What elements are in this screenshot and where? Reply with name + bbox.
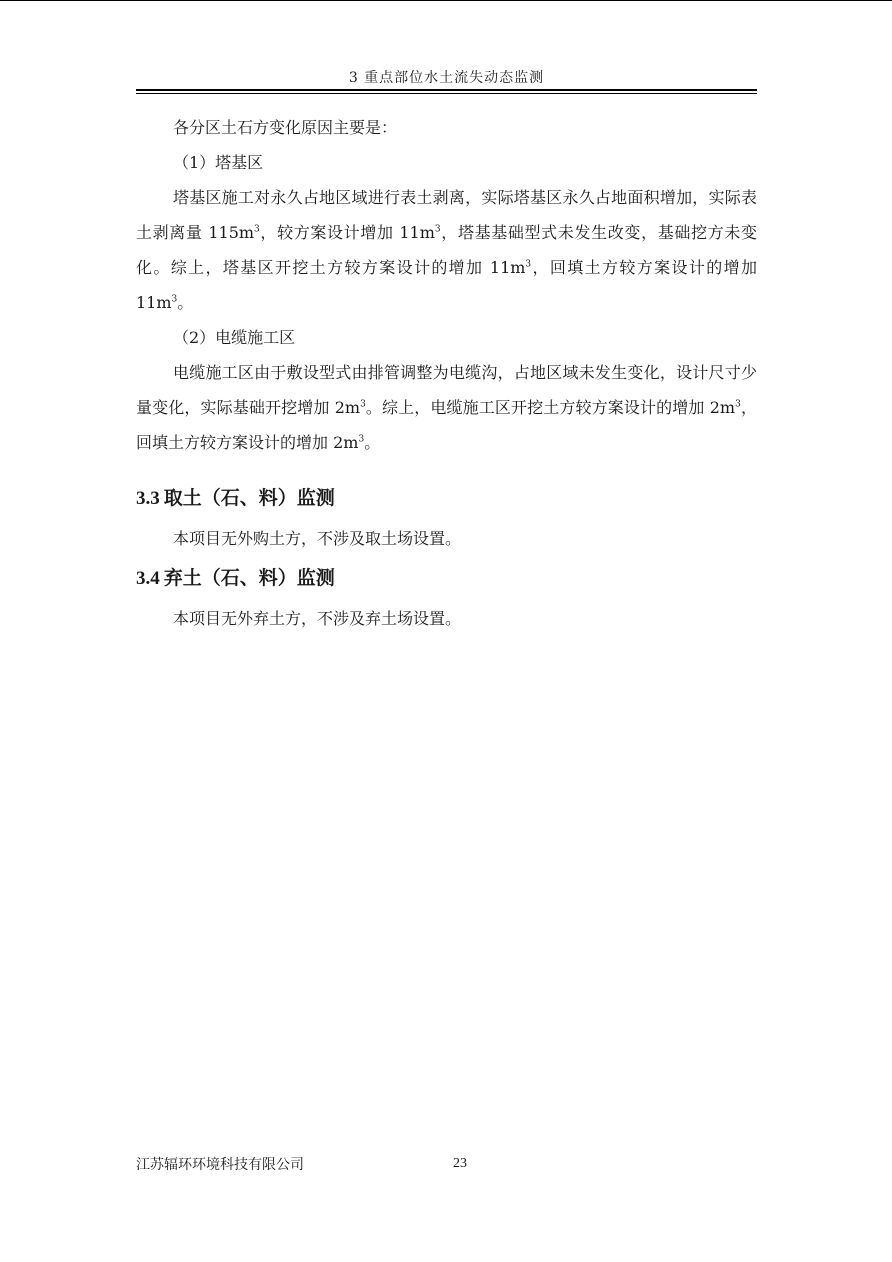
text-segment: 塔基区施工对永久占地区域进行表土剥离，实际塔基区永久占地面积增加，实际表土剥离量 115m [136,188,757,242]
section-number: 3.3 [136,488,160,509]
text-segment: ，较方案设计增加 11m [259,223,435,242]
section-title: 弃土（石、料）监测 [163,567,335,589]
superscript: 3 [360,399,366,410]
superscript: 3 [525,259,532,270]
text-segment: 。 [177,293,194,312]
superscript: 3 [254,224,260,235]
text-segment: 。 [364,433,381,452]
header-rule-thin [136,93,757,94]
superscript: 3 [358,434,365,445]
page-number: 23 [453,1156,467,1171]
superscript: 3 [171,294,178,305]
cable-construction-paragraph [136,355,757,460]
page-top-border [0,0,892,1]
section-3-4-paragraph: 本项目无外弃土方，不涉及弃土场设置。 [173,609,462,628]
section-title: 取土（石、料）监测 [163,487,335,509]
text-segment: ，塔基基础型式未发生改变，基础挖方未变化。综上，塔基区开挖土方较方案设计的增加 11m [136,223,757,277]
section-number: 3.4 [136,568,160,589]
page-content [136,110,757,636]
subsection-title-cable-construction: （2）电缆施工区 [173,328,296,347]
section-heading-3-3 [136,484,757,513]
footer-company-name: 江苏辐环环境科技有限公司 [136,1157,304,1173]
tower-foundation-paragraph [136,180,757,320]
text-segment: ，回填土方较方案设计的增加 2m [136,398,757,452]
section-heading-3-4 [136,564,757,593]
superscript: 3 [434,224,441,235]
text-segment: 。综上，电缆施工区开挖土方较方案设计的增加 2m [365,398,736,417]
superscript: 3 [735,399,741,410]
section-3-3-paragraph: 本项目无外购土方，不涉及取土场设置。 [173,529,462,548]
subsection-title-tower-foundation: （1）塔基区 [173,153,264,172]
text-segment: 电缆施工区由于敷设型式由排管调整为电缆沟，占地区域未发生变化，设计尺寸少量变化，实际基础开挖增加 2m [136,363,757,417]
intro-paragraph: 各分区土石方变化原因主要是： [173,118,398,137]
text-segment: ，回填土方较方案设计的增加 11m [136,258,757,312]
running-header: 3 重点部位水土流失动态监测 [348,70,545,86]
header-rule-thick [136,89,757,91]
